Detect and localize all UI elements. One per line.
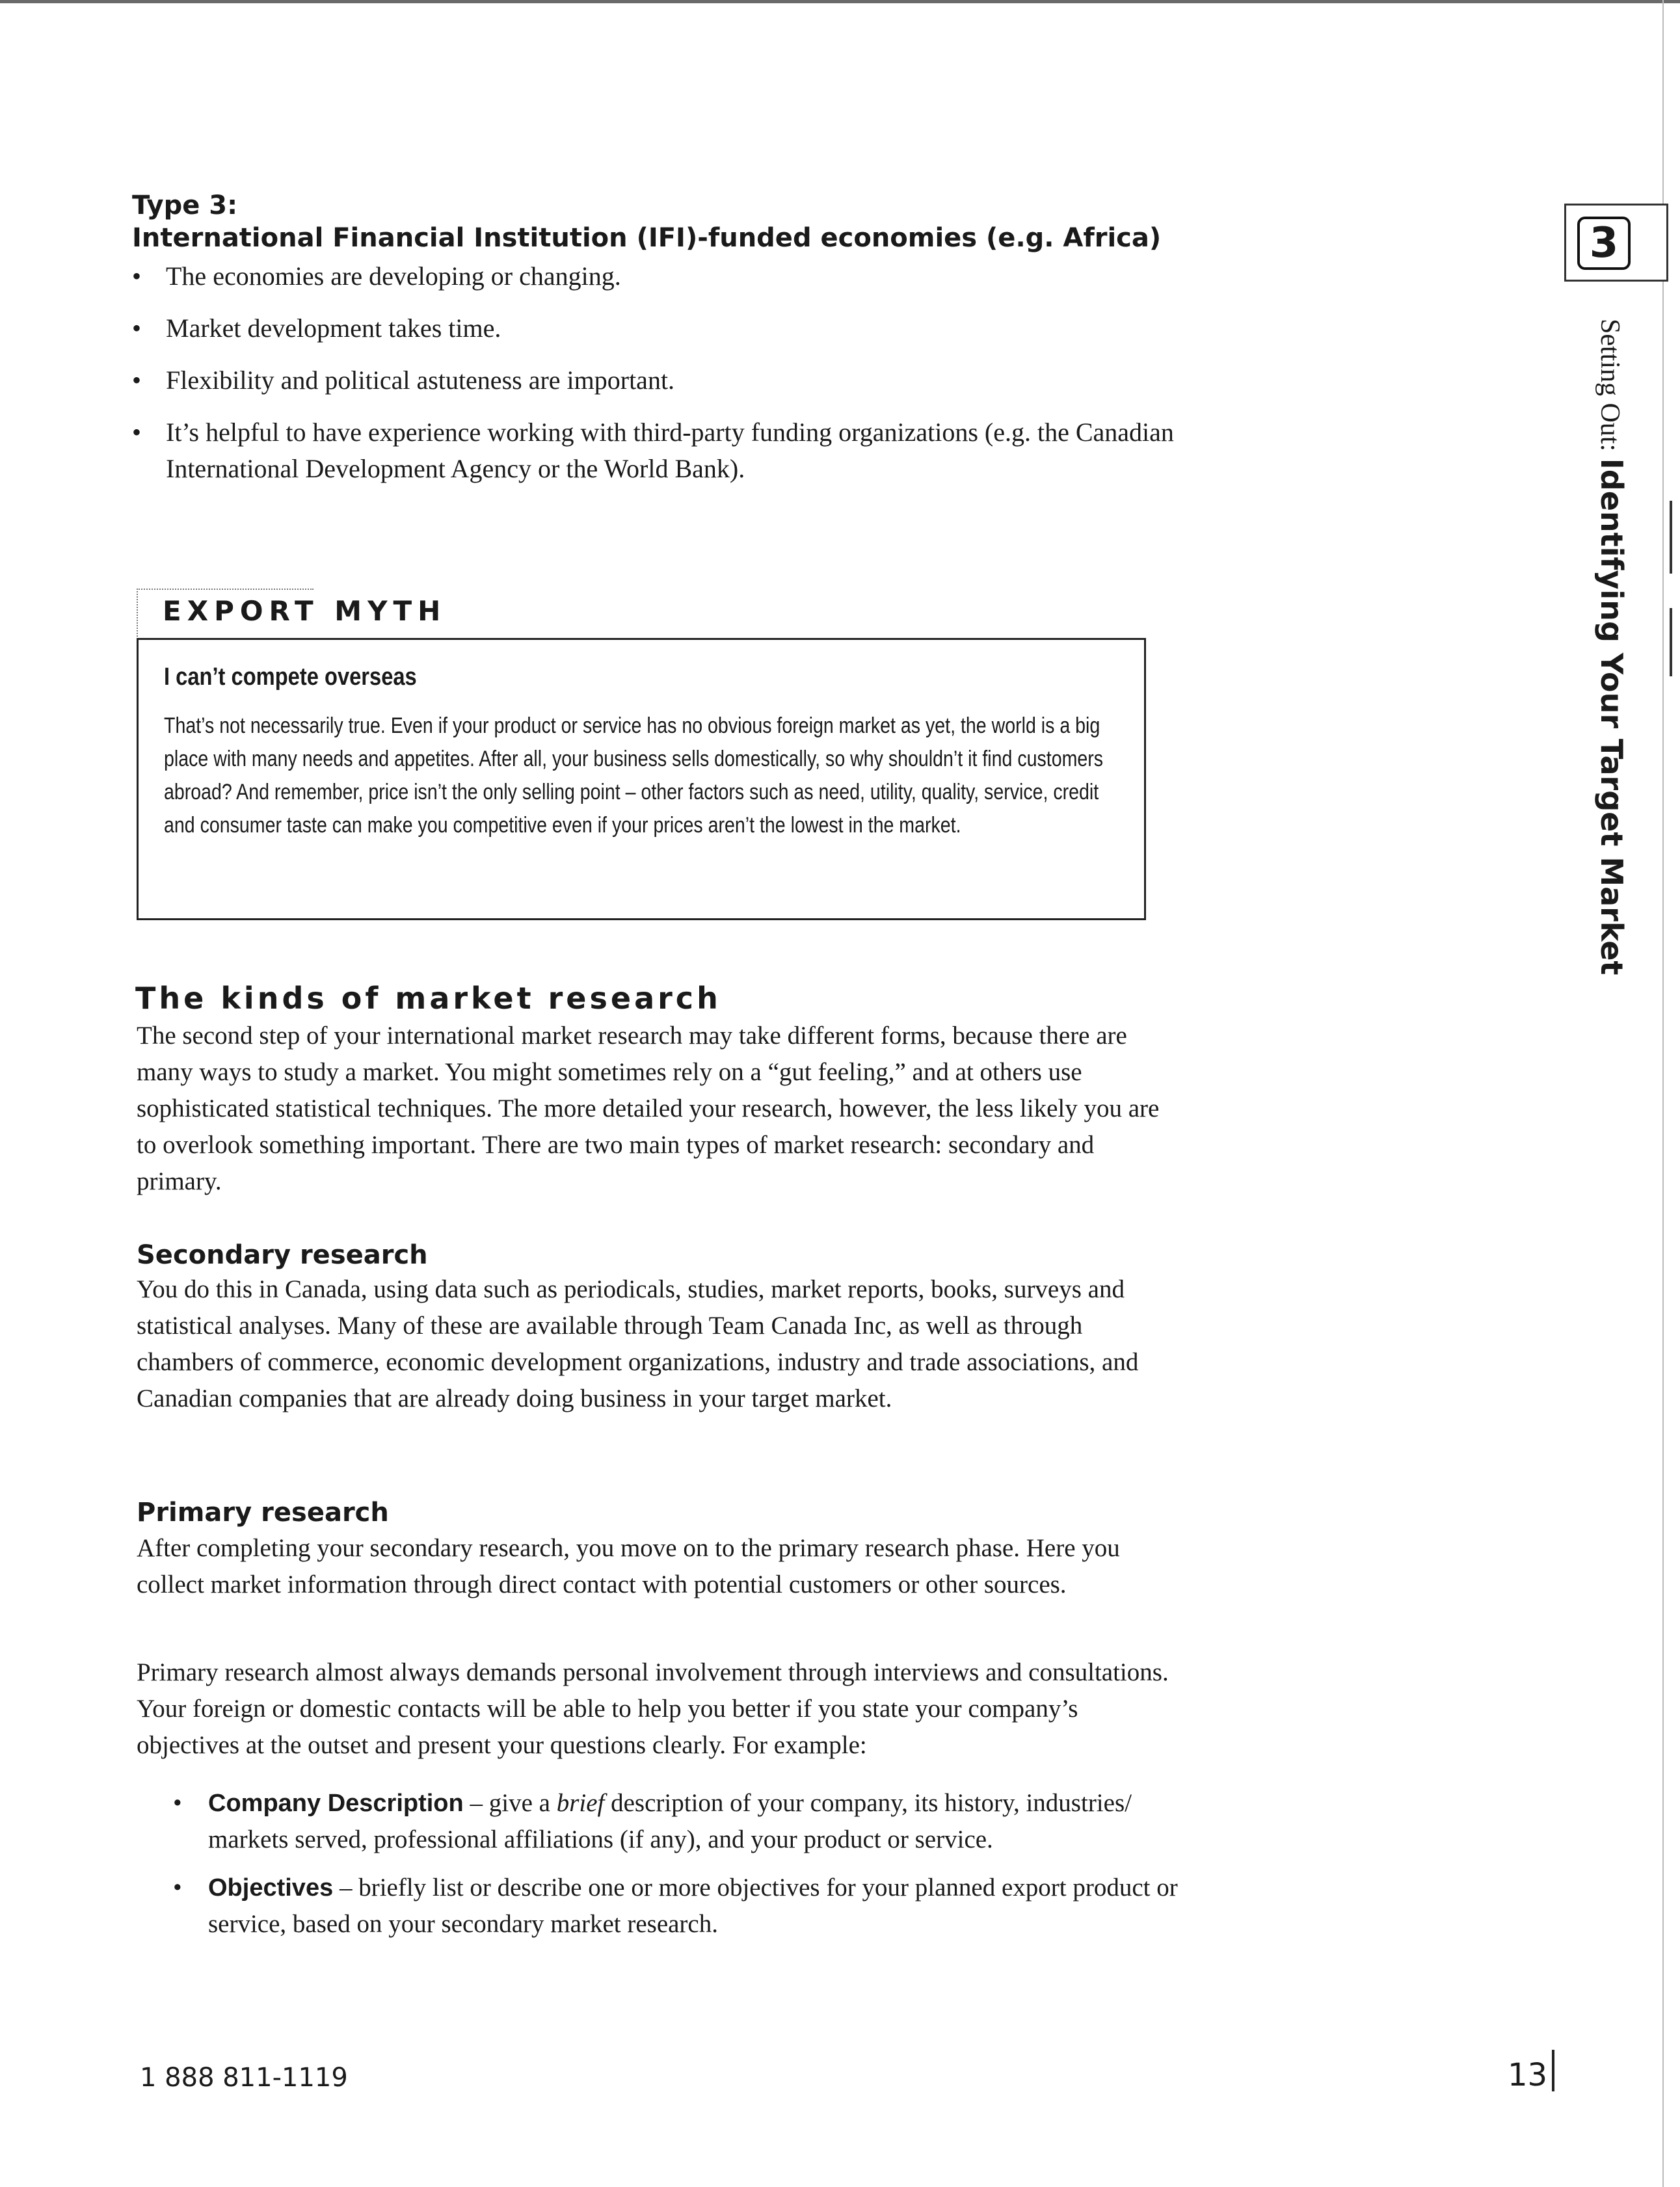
body-paragraph: Primary research almost always demands personal involvement through interviews and consultations. Your foreign or domestic contacts will be able to help you better if you state your company’s objectives at the outset and present your questions clearly. For example: <box>137 1658 1169 1759</box>
list-item-lead: Company Description <box>208 1790 464 1817</box>
page-number-rule <box>1552 2050 1554 2091</box>
list-item-text: Company Description – give a brief description of your company, its history, industries/ markets served, professional affiliations (if any), and your product or service. <box>208 1785 1184 1858</box>
list-item-text: Market development takes time. <box>166 313 501 343</box>
list-item-text: Objectives – briefly list or describe one or more objectives for your planned export product or service, based on your secondary market research. <box>208 1870 1184 1942</box>
section-heading: The kinds of market research <box>135 981 721 1016</box>
bullet-icon: • <box>173 1874 182 1902</box>
callout-body: That’s not necessarily true. Even if your product or service has no obvious foreign market as yet, the world is a big place with many needs and appetites. After all, your business sells domestically, so why shouldn’t it find customers abroad? And remember, price isn’t the only selling point – other factors such as need, utility, quality, service, credit and consumer taste can make you competitive even if your prices aren’t the lowest in the market. <box>164 713 1104 838</box>
edge-mark <box>1670 608 1672 676</box>
bullet-icon: • <box>132 418 142 447</box>
bullet-icon: • <box>173 1789 182 1817</box>
body-paragraph: The second step of your international market research may take different forms, because there are many ways to study a market. You might sometimes rely on a “gut feeling,” and at others use sophisticated statistical techniques. The more detailed your research, however, the less likely you are to overlook something important. There are two main types of market research: secondary and primary. <box>137 1022 1160 1195</box>
page-edge-rule <box>1662 0 1664 2187</box>
bullet-icon: • <box>132 313 142 343</box>
running-header: Setting Out: Identifying Your Target Market <box>1594 319 1629 975</box>
subsection-heading: Secondary research <box>137 1240 428 1270</box>
bullet-icon: • <box>132 261 142 291</box>
phone-number: 1 888 811-1119 <box>140 2063 348 2093</box>
list-item-lead: Objectives <box>208 1874 334 1902</box>
list-item-text: The economies are developing or changing. <box>166 261 621 291</box>
callout-subtitle: I can’t compete overseas <box>164 663 417 691</box>
bullet-icon: • <box>132 365 142 395</box>
top-rule <box>0 0 1680 3</box>
subsection-heading: Primary research <box>137 1498 389 1528</box>
chapter-number-icon: 3 <box>1577 217 1631 270</box>
list-item-text: Flexibility and political astuteness are important. <box>166 365 675 395</box>
body-paragraph: After completing your secondary research, you move on to the primary research phase. Here you collect market information through direct contact with potential customers or other sources. <box>137 1534 1120 1598</box>
callout-header: EXPORT MYTH <box>163 595 447 627</box>
edge-mark <box>1670 501 1672 574</box>
type-title: International Financial Institution (IFI)-funded economies (e.g. Africa) <box>132 223 1162 253</box>
list-item-text: It’s helpful to have experience working with third-party funding organizations (e.g. the Canadian International Development Agency or the World Bank). <box>166 418 1174 483</box>
page-number: 13 <box>1508 2057 1548 2093</box>
body-paragraph: You do this in Canada, using data such as periodicals, studies, market reports, books, surveys and statistical analyses. Many of these are available through Team Canada Inc, as well as through chambers of commerce, economic development organizations, industry and trade associations, and Canadian companies that are already doing business in your target market. <box>137 1275 1139 1412</box>
type-label: Type 3: <box>132 191 238 220</box>
